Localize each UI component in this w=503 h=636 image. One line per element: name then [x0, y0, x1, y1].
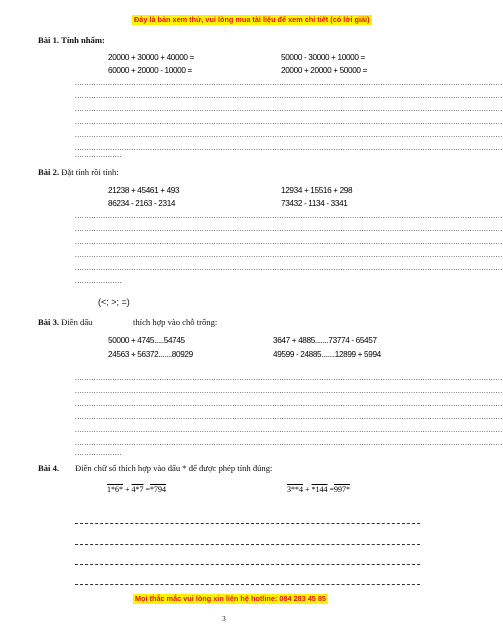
page-number: 3: [222, 614, 226, 623]
plus-sign: +: [123, 485, 132, 494]
answer-line: ......................................................................................................................................................................................: [75, 413, 503, 421]
answer-line-short: ....................: [75, 151, 122, 159]
exercise-1-heading: [38, 35, 105, 45]
hotline-banner: Mọi thắc mắc vui lòng xin liên hệ hotline: 084 283 45 85: [135, 594, 326, 603]
exercise-4-puzzle-1: [107, 485, 166, 494]
plus-sign: +: [303, 485, 312, 494]
answer-line: ......................................................................................................................................................................................: [75, 212, 503, 220]
answer-line: ......................................................................................................................................................................................: [75, 426, 503, 434]
exercise-3-expression: 3647 + 4885.......73774 - 65457: [273, 336, 377, 345]
answer-dashed-line: [75, 564, 420, 565]
exercise-2-expression: 12934 + 15516 + 298: [281, 186, 353, 195]
exercise-3-expression: 24563 + 56372.......80929: [108, 350, 193, 359]
exercise-4-heading: [38, 463, 59, 473]
exercise-2-expression: 21238 + 45461 + 493: [108, 186, 180, 195]
answer-line: ......................................................................................................................................................................................: [75, 144, 503, 152]
exercise-1-expression: 20000 + 20000 + 50000 =: [281, 66, 367, 75]
exercise-1-title: Tính nhẩm:: [61, 35, 105, 45]
exercise-3-expression: 50000 + 4745.....54745: [108, 336, 185, 345]
answer-line: ......................................................................................................................................................................................: [75, 439, 503, 447]
answer-line: ......................................................................................................................................................................................: [75, 387, 503, 395]
answer-line: ......................................................................................................................................................................................: [75, 251, 503, 259]
answer-line: ......................................................................................................................................................................................: [75, 238, 503, 246]
puzzle-number: *794: [150, 485, 167, 494]
answer-line: ......................................................................................................................................................................................: [75, 225, 503, 233]
exercise-3-title-a: Điền dấu: [61, 317, 93, 327]
exercise-3-label: Bài 3.: [38, 317, 60, 327]
exercise-2-heading: [38, 167, 119, 177]
exercise-4-title: Điền chữ số thích hợp vào dấu * để được phép tính đúng:: [75, 463, 273, 473]
exercise-3-title-b: thích hợp vào chỗ trống:: [133, 317, 218, 327]
equals-sign: =: [327, 485, 335, 494]
exercise-1-expression: 60000 + 20000 - 10000 =: [108, 66, 192, 75]
answer-line: ......................................................................................................................................................................................: [75, 118, 503, 126]
exercise-4-puzzle-2: [287, 485, 350, 494]
exercise-2-title: Đặt tính rồi tính:: [61, 167, 119, 177]
answer-dashed-line: [75, 544, 420, 545]
puzzle-number: 997*: [334, 485, 351, 494]
exercise-3-heading: [38, 317, 92, 327]
answer-line: ......................................................................................................................................................................................: [75, 374, 503, 382]
exercise-1-expression: 20000 + 30000 + 40000 =: [108, 53, 194, 62]
answer-line: ......................................................................................................................................................................................: [75, 105, 503, 113]
exercise-2-expression: 86234 - 2163 - 2314: [108, 199, 176, 208]
answer-line: ......................................................................................................................................................................................: [75, 264, 503, 272]
exercise-2-label: Bài 2.: [38, 167, 60, 177]
exercise-2-expression: 73432 - 1134 - 3341: [281, 199, 348, 208]
exercise-1-expression: 50000 - 30000 + 10000 =: [281, 53, 365, 62]
answer-dashed-line: [75, 523, 420, 524]
preview-banner: Đây là bản xem thử, vui lòng mua tài liệu để xem chi tiết (có lời giải): [134, 15, 370, 24]
answer-line-short: ....................: [75, 449, 122, 457]
equals-sign: =: [143, 485, 151, 494]
comparison-symbols: (<; >; =): [98, 297, 130, 307]
answer-line: ......................................................................................................................................................................................: [75, 400, 503, 408]
answer-line: ......................................................................................................................................................................................: [75, 131, 503, 139]
answer-line: ......................................................................................................................................................................................: [75, 92, 503, 100]
puzzle-number: 4*7: [131, 485, 144, 494]
answer-line: ......................................................................................................................................................................................: [75, 79, 503, 87]
puzzle-number: *144: [311, 485, 328, 494]
puzzle-number: 3**4: [287, 485, 303, 494]
exercise-3-expression: 49599 - 24885.......12899 + 5994: [273, 350, 381, 359]
exercise-4-label: Bài 4.: [38, 463, 60, 473]
answer-dashed-line: [75, 584, 420, 585]
exercise-1-label: Bài 1.: [38, 35, 60, 45]
puzzle-number: 1*6*: [107, 485, 123, 494]
answer-line-short: ....................: [75, 277, 122, 285]
